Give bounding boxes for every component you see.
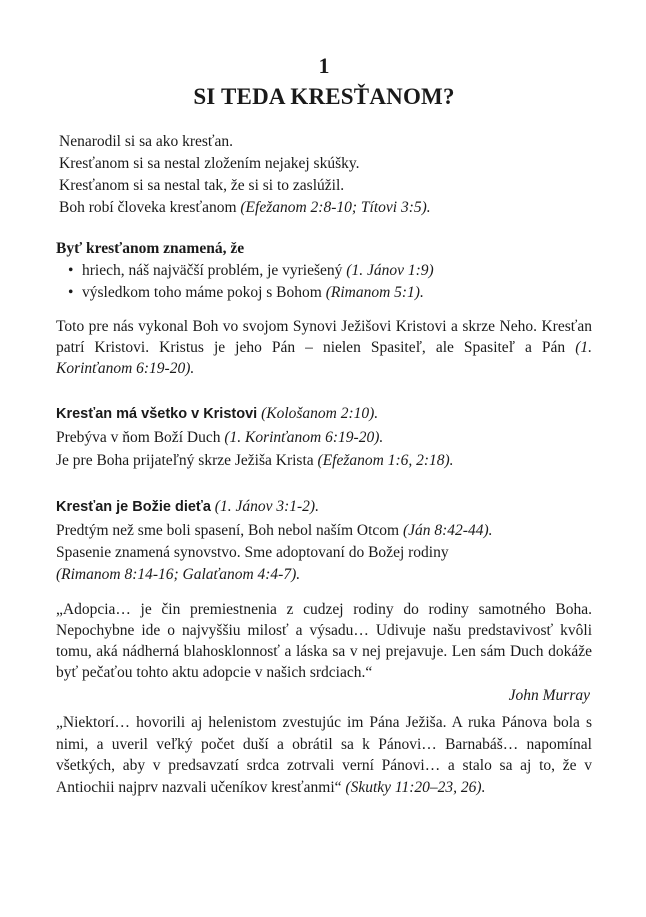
intro-line (59, 131, 595, 153)
scripture-reference: (Skutky 11:20–23, 26). (341, 778, 486, 796)
section-line (56, 542, 592, 564)
section-heading: Byť kresťanom znamená, že (56, 240, 245, 257)
paragraph-text: Toto pre nás vykonal Boh vo svojom Synovi Ježišovi Kristovi a skrze Neho. Kresťan patrí Kristovi. Kristus je jeho Pán – nielen Spasiteľ, ale Spasiteľ a Pán (56, 318, 592, 356)
section-being-christian (56, 237, 592, 304)
intro-text: Kresťanom si sa nestal tak, že si si to zaslúžil. (59, 177, 345, 194)
chapter-number: 1 (318, 53, 330, 78)
quote-text: „Niektorí… hovorili aj helenistom zvestujúc im Pána Ježiša. A ruka Pánova bola s nimi, a uveril veľký počet duší a obrátil sa k Pánovi… Barnabáš… napomínal všetkých, aby v predsavzatí srdca zotrvali verní Pánovi… a stalo sa aj to, že v Antiochii najprv nazvali učeníkov kresťanmi“ (56, 714, 592, 796)
section-line-text: Prebýva v ňom Boží Duch (56, 428, 225, 446)
scripture-reference: (Ján 8:42-44). (402, 521, 493, 539)
scripture-reference: (Rimanom 5:1). (325, 284, 424, 301)
section-heading: Kresťan má všetko v Kristovi (56, 406, 258, 422)
quote-murray (56, 599, 592, 707)
section-all-in-christ (56, 402, 592, 473)
section-line (56, 449, 592, 473)
quote-acts (56, 712, 592, 798)
bullet-list (56, 260, 592, 304)
scripture-reference: (Kološanom 2:10). (257, 405, 379, 422)
scripture-reference: (1. Jánov 3:1-2). (210, 498, 319, 515)
bullet-icon: • (68, 284, 74, 301)
list-item (68, 282, 592, 304)
scripture-reference: (1. Korinťanom 6:19-20). (56, 339, 592, 377)
section-line-text: Spasenie znamená synovstvo. Sme adoptovaní do Božej rodiny (56, 544, 449, 561)
section-heading-line (56, 402, 592, 426)
section-heading: Kresťan je Božie dieťa (56, 499, 211, 515)
section-line (56, 564, 592, 586)
intro-line (59, 153, 595, 175)
scripture-reference: (Rimanom 8:14-16; Galaťanom 4:4-7). (56, 566, 301, 583)
section-line-text: Predtým než sme boli spasení, Boh nebol naším Otcom (56, 521, 403, 539)
section-line (56, 426, 592, 450)
intro-line (59, 175, 595, 197)
scripture-reference: (1. Jánov 1:9) (346, 262, 434, 279)
intro-block (59, 131, 595, 219)
list-item (68, 260, 592, 282)
intro-text: Boh robí človeka kresťanom (59, 199, 241, 216)
list-item-text: hriech, náš najväčší problém, je vyriešený (82, 262, 347, 279)
scripture-reference: (Efežanom 1:6, 2:18). (317, 452, 454, 469)
scripture-reference: (1. Korinťanom 6:19-20). (224, 428, 384, 446)
section-line (56, 519, 592, 543)
quote-text: „Adopcia… je čin premiestnenia z cudzej rodiny do rodiny samotného Boha. Nepochybne ide o najvyššiu milosť a výsadu… Udivuje našu predstavivosť kvôli tomu, aká nádherná blahosklonnosť a láska sa v nej prejavuje. Len sám Duch dokáže byť pečaťou tohto aktu adopcie v našich srdciach.“ (56, 601, 592, 681)
chapter-title: SI TEDA KRESŤANOM? (193, 84, 455, 109)
intro-text: Nenarodil si sa ako kresťan. (59, 133, 234, 150)
quote-author: John Murray (508, 687, 590, 704)
section-child-of-god (56, 495, 592, 586)
scripture-reference: (Efežanom 2:8-10; Títovi 3:5). (240, 199, 431, 216)
list-item-text: výsledkom toho máme pokoj s Bohom (82, 284, 326, 301)
bullet-icon: • (68, 262, 74, 279)
intro-line (59, 197, 595, 219)
section-line-text: Je pre Boha prijateľný skrze Ježiša Krista (56, 452, 318, 469)
intro-text: Kresťanom si sa nestal zložením nejakej skúšky. (59, 155, 360, 172)
paragraph-christ-lord (56, 316, 592, 379)
section-heading-line (56, 495, 592, 519)
